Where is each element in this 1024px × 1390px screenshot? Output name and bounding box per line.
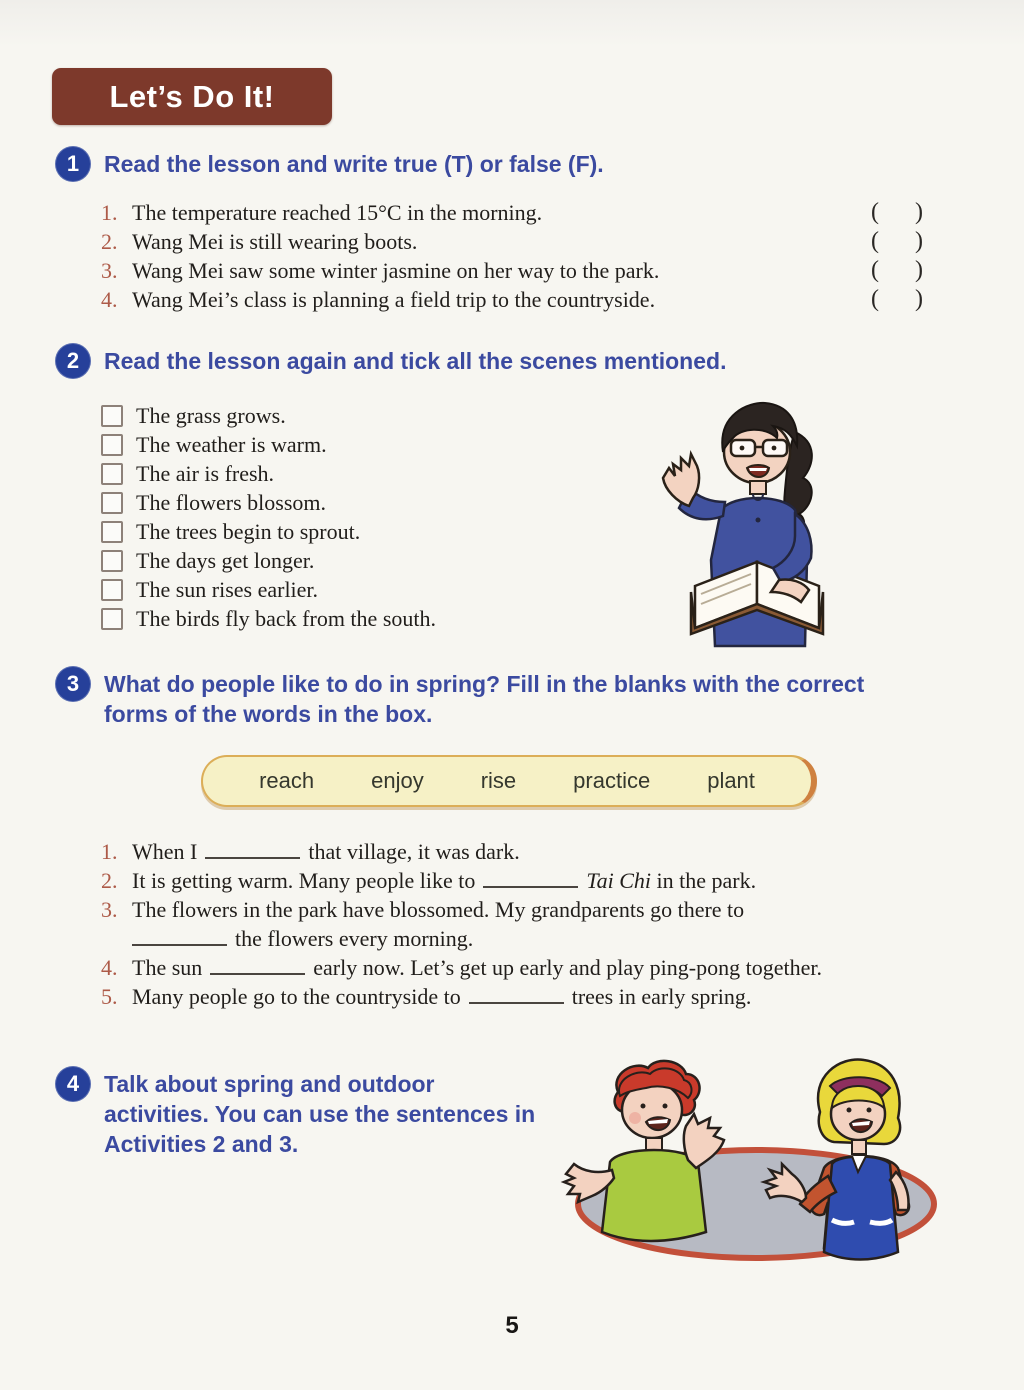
- sentence-part: Many people go to the countryside to: [132, 984, 461, 1009]
- item-number-spacer: [101, 924, 132, 953]
- word-box-word: plant: [707, 768, 755, 793]
- checkbox-label: The weather is warm.: [136, 432, 327, 457]
- true-false-item: [101, 256, 923, 285]
- word-box-word: rise: [480, 768, 517, 793]
- activity-2-number-badge: 2: [55, 343, 91, 379]
- true-false-item: [101, 198, 923, 227]
- checkbox[interactable]: [101, 608, 123, 630]
- item-number: 4.: [101, 287, 118, 312]
- item-number: 5.: [101, 984, 118, 1009]
- item-text: [132, 982, 751, 1011]
- checkbox[interactable]: [101, 463, 123, 485]
- answer-blank: [483, 866, 578, 888]
- boy-blush: [629, 1112, 641, 1124]
- item-text: [132, 837, 520, 866]
- checkbox-label: The trees begin to sprout.: [136, 519, 361, 544]
- checkbox-label: The flowers blossom.: [136, 490, 327, 515]
- sentence-part: The sun: [132, 955, 203, 980]
- sentence-part: When I: [132, 839, 198, 864]
- fill-in-blank-item: [101, 895, 935, 924]
- activity-2-title: Read the lesson again and tick all the scenes mentioned.: [104, 348, 727, 374]
- activity-4: [55, 1066, 575, 1159]
- item-text: [132, 924, 473, 953]
- sentence-part: It is getting warm. Many people like to: [132, 868, 476, 893]
- item-number: 3.: [101, 897, 118, 922]
- section-banner-label: Let’s Do It!: [109, 78, 275, 114]
- sentence-part: in the park.: [656, 868, 757, 893]
- teacher-left-hand: [663, 454, 699, 506]
- girl-neck: [852, 1140, 866, 1154]
- fill-in-blank-continuation: [101, 924, 935, 953]
- teacher-left-eye: [740, 446, 745, 451]
- activity-1-number-badge: 1: [55, 146, 91, 182]
- kids-illustration: [548, 1052, 958, 1287]
- page-number: 5: [505, 1312, 519, 1339]
- italic-term: Tai Chi: [586, 868, 651, 893]
- checkbox[interactable]: [101, 579, 123, 601]
- checkbox[interactable]: [101, 492, 123, 514]
- item-number: 1.: [101, 839, 118, 864]
- activity-4-header: [55, 1066, 575, 1159]
- teacher-illustration: [645, 390, 875, 648]
- activity-2-header: [55, 343, 923, 379]
- answer-parentheses: ( ): [871, 228, 923, 254]
- fill-in-blank-item: [101, 953, 935, 982]
- checkbox[interactable]: [101, 550, 123, 572]
- item-number: 1.: [101, 200, 118, 225]
- item-text: [132, 953, 822, 982]
- fill-in-blank-item: [101, 866, 935, 895]
- activity-3-title: What do people like to do in spring? Fill in the blanks with the correct forms of the words in the box.: [104, 671, 865, 727]
- teacher-right-eye: [772, 446, 777, 451]
- item-text: Wang Mei is still wearing boots.: [132, 229, 418, 254]
- true-false-item: [101, 285, 923, 314]
- word-box-word: enjoy: [371, 768, 424, 793]
- section-banner: [52, 68, 332, 125]
- checkbox[interactable]: [101, 434, 123, 456]
- item-text: [132, 866, 756, 895]
- teacher-teeth: [749, 468, 767, 471]
- boy-left-eye: [641, 1104, 646, 1109]
- item-text: The flowers in the park have blossomed. My grandparents go there to: [132, 897, 745, 922]
- item-number: 2.: [101, 868, 118, 893]
- true-false-item: [101, 227, 923, 256]
- girl-right-eye: [867, 1108, 872, 1113]
- checkbox-label: The air is fresh.: [136, 461, 275, 486]
- activity-3-number-badge: 3: [55, 666, 91, 702]
- checkbox-label: The days get longer.: [136, 548, 315, 573]
- activity-1-title: Read the lesson and write true (T) or false (F).: [104, 151, 604, 177]
- boy-right-eye: [663, 1104, 668, 1109]
- activity-3: [55, 666, 935, 1011]
- checkbox[interactable]: [101, 405, 123, 427]
- item-number: 4.: [101, 955, 118, 980]
- scan-shading: [0, 0, 1024, 58]
- word-box-word: reach: [259, 768, 315, 793]
- checkbox[interactable]: [101, 521, 123, 543]
- answer-parentheses: ( ): [871, 199, 923, 225]
- sentence-part: trees in early spring.: [571, 984, 752, 1009]
- fill-in-blank-item: [101, 982, 935, 1011]
- boy-neck: [646, 1138, 662, 1150]
- sentence-part: the flowers every morning.: [235, 926, 474, 951]
- true-false-list: [101, 198, 923, 314]
- teacher-neck: [750, 481, 766, 494]
- answer-blank: [210, 953, 305, 975]
- item-number: 2.: [101, 229, 118, 254]
- activity-1: [55, 146, 923, 314]
- item-text: The temperature reached 15°C in the morning.: [132, 200, 543, 225]
- activity-1-header: [55, 146, 923, 182]
- girl-vest: [824, 1157, 898, 1260]
- answer-parentheses: ( ): [871, 257, 923, 283]
- checkbox-label: The grass grows.: [136, 403, 286, 428]
- fill-in-blank-list: [101, 837, 935, 1011]
- checkbox-label: The sun rises earlier.: [136, 577, 319, 602]
- word-box: [201, 755, 817, 807]
- activity-3-header: [55, 666, 935, 729]
- item-text: Wang Mei saw some winter jasmine on her way to the park.: [132, 258, 660, 283]
- checkbox-label: The birds fly back from the south.: [136, 606, 436, 631]
- item-text: Wang Mei’s class is planning a field trip to the countryside.: [132, 287, 656, 312]
- activity-4-number-badge: 4: [55, 1066, 91, 1102]
- answer-blank: [469, 982, 564, 1004]
- sentence-part: early now. Let’s get up early and play ping-pong together.: [313, 955, 822, 980]
- blouse-button: [756, 518, 761, 523]
- item-number: 3.: [101, 258, 118, 283]
- fill-in-blank-item: [101, 837, 935, 866]
- answer-blank: [132, 924, 227, 946]
- answer-parentheses: ( ): [871, 286, 923, 312]
- sentence-part: that village, it was dark.: [308, 839, 520, 864]
- answer-blank: [205, 837, 300, 859]
- activity-4-title: Talk about spring and outdoor activities. You can use the sentences in Activities 2 and 3.: [104, 1071, 536, 1157]
- girl-left-eye: [847, 1108, 852, 1113]
- word-box-word: practice: [573, 768, 651, 793]
